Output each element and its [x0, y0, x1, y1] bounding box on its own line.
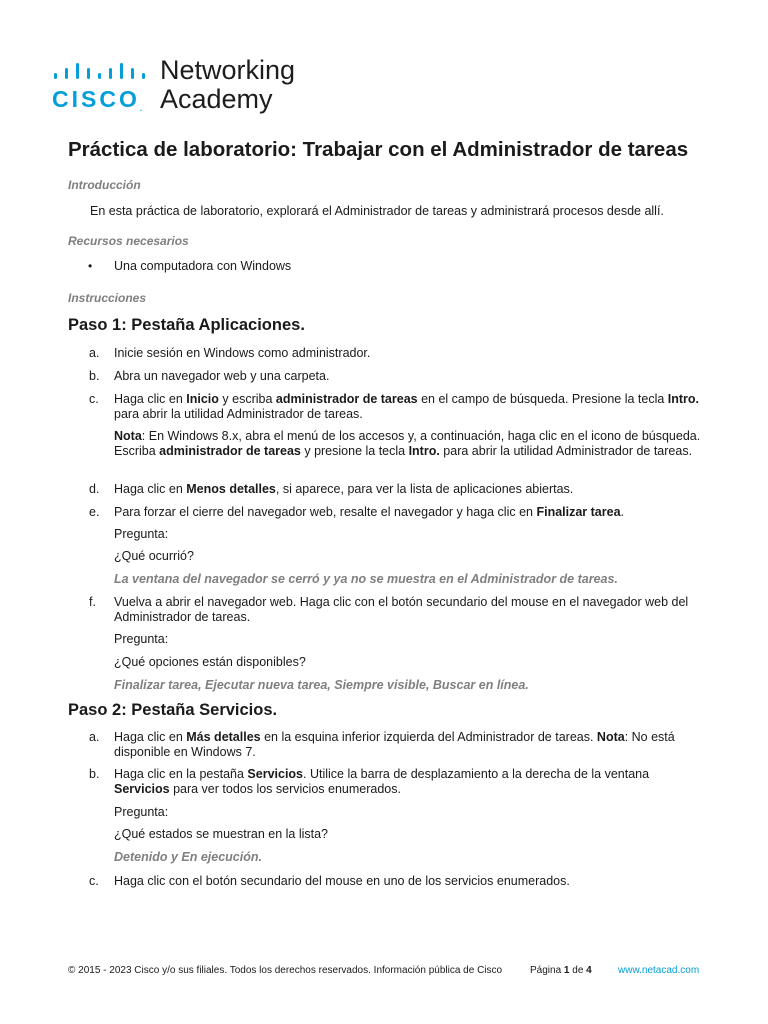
list-marker-c: c. [89, 874, 99, 888]
step1-heading: Paso 1: Pestaña Aplicaciones. [68, 316, 305, 334]
step2-item-c: Haga clic con el botón secundario del mouse en uno de los servicios enumerados. [114, 874, 570, 888]
section-label-resources: Recursos necesarios [68, 234, 189, 248]
list-marker-a: a. [89, 346, 100, 360]
logo-line-academy: Academy [160, 84, 273, 114]
intro-text: En esta práctica de laboratorio, explorará el Administrador de tareas y administrará procesos desde allí. [90, 204, 664, 218]
list-marker-d: d. [89, 482, 100, 496]
step2-item-a: Haga clic en Más detalles en la esquina inferior izquierda del Administrador de tareas. Nota: No está disponible en Windows 7. [114, 730, 675, 759]
step2-heading: Paso 2: Pestaña Servicios. [68, 701, 278, 719]
section-label-instructions: Instrucciones [68, 291, 147, 305]
answer-text: Detenido y En ejecución. [114, 850, 262, 864]
cisco-bars-icon [52, 60, 148, 82]
question-label: Pregunta: [114, 527, 169, 541]
question-text: ¿Qué estados se muestran en la lista? [114, 827, 329, 841]
step1-item-f: Vuelva a abrir el navegador web. Haga clic con el botón secundario del mouse en el navegador web del Administrador de tareas. [114, 595, 689, 624]
step1-item-d: Haga clic en Menos detalles, si aparece, para ver la lista de aplicaciones abiertas. [114, 482, 574, 496]
page-number: Página 1 de 4 [530, 965, 592, 976]
logo-line-networking: Networking [160, 55, 296, 85]
list-marker-c: c. [89, 392, 99, 406]
step1-item-a: Inicie sesión en Windows como administrador. [114, 346, 371, 360]
page-title: Práctica de laboratorio: Trabajar con el Administrador de tareas [68, 138, 689, 161]
list-marker-b: b. [89, 369, 100, 383]
academy-wordmark [160, 56, 295, 114]
step1-item-b: Abra un navegador web y una carpeta. [114, 369, 330, 383]
copyright-text: © 2015 - 2023 Cisco y/o sus filiales. Todos los derechos reservados. Información pública de Cisco [68, 965, 503, 976]
list-marker-a: a. [89, 730, 100, 744]
list-marker-b: b. [89, 767, 100, 781]
answer-text: La ventana del navegador se cerró y ya no se muestra en el Administrador de tareas. [114, 572, 618, 586]
netacad-link[interactable]: www.netacad.com [618, 965, 700, 976]
section-label-intro: Introducción [68, 178, 141, 192]
list-marker-f: f. [89, 595, 96, 609]
question-label: Pregunta: [114, 632, 169, 646]
question-text: ¿Qué opciones están disponibles? [114, 655, 306, 669]
resources-item: Una computadora con Windows [114, 259, 292, 273]
step1-item-c: Haga clic en Inicio y escriba administrador de tareas en el campo de búsqueda. Presione la tecla Intro. para abrir la utilidad Administrador de tareas. [114, 392, 700, 421]
step2-item-b: Haga clic en la pestaña Servicios. Utilice la barra de desplazamiento a la derecha de la ventana Servicios para ver todos los servicios enumerados. [114, 767, 650, 796]
list-marker-e: e. [89, 505, 100, 519]
answer-text: Finalizar tarea, Ejecutar nueva tarea, Siempre visible, Buscar en línea. [114, 678, 529, 692]
step1-item-e: Para forzar el cierre del navegador web, resalte el navegador y haga clic en Finalizar tarea. [114, 505, 625, 519]
question-text: ¿Qué ocurrió? [114, 549, 194, 563]
question-label: Pregunta: [114, 805, 169, 819]
step1-note: Nota: En Windows 8.x, abra el menú de los accesos y, a continuación, haga clic en el icono de búsqueda. Escriba administrador de tareas y presione la tecla Intro. para abrir la utilidad Administrador de tareas. [114, 429, 701, 458]
cisco-wordmark: CISCO. [52, 86, 143, 113]
bullet-marker: • [88, 259, 93, 273]
